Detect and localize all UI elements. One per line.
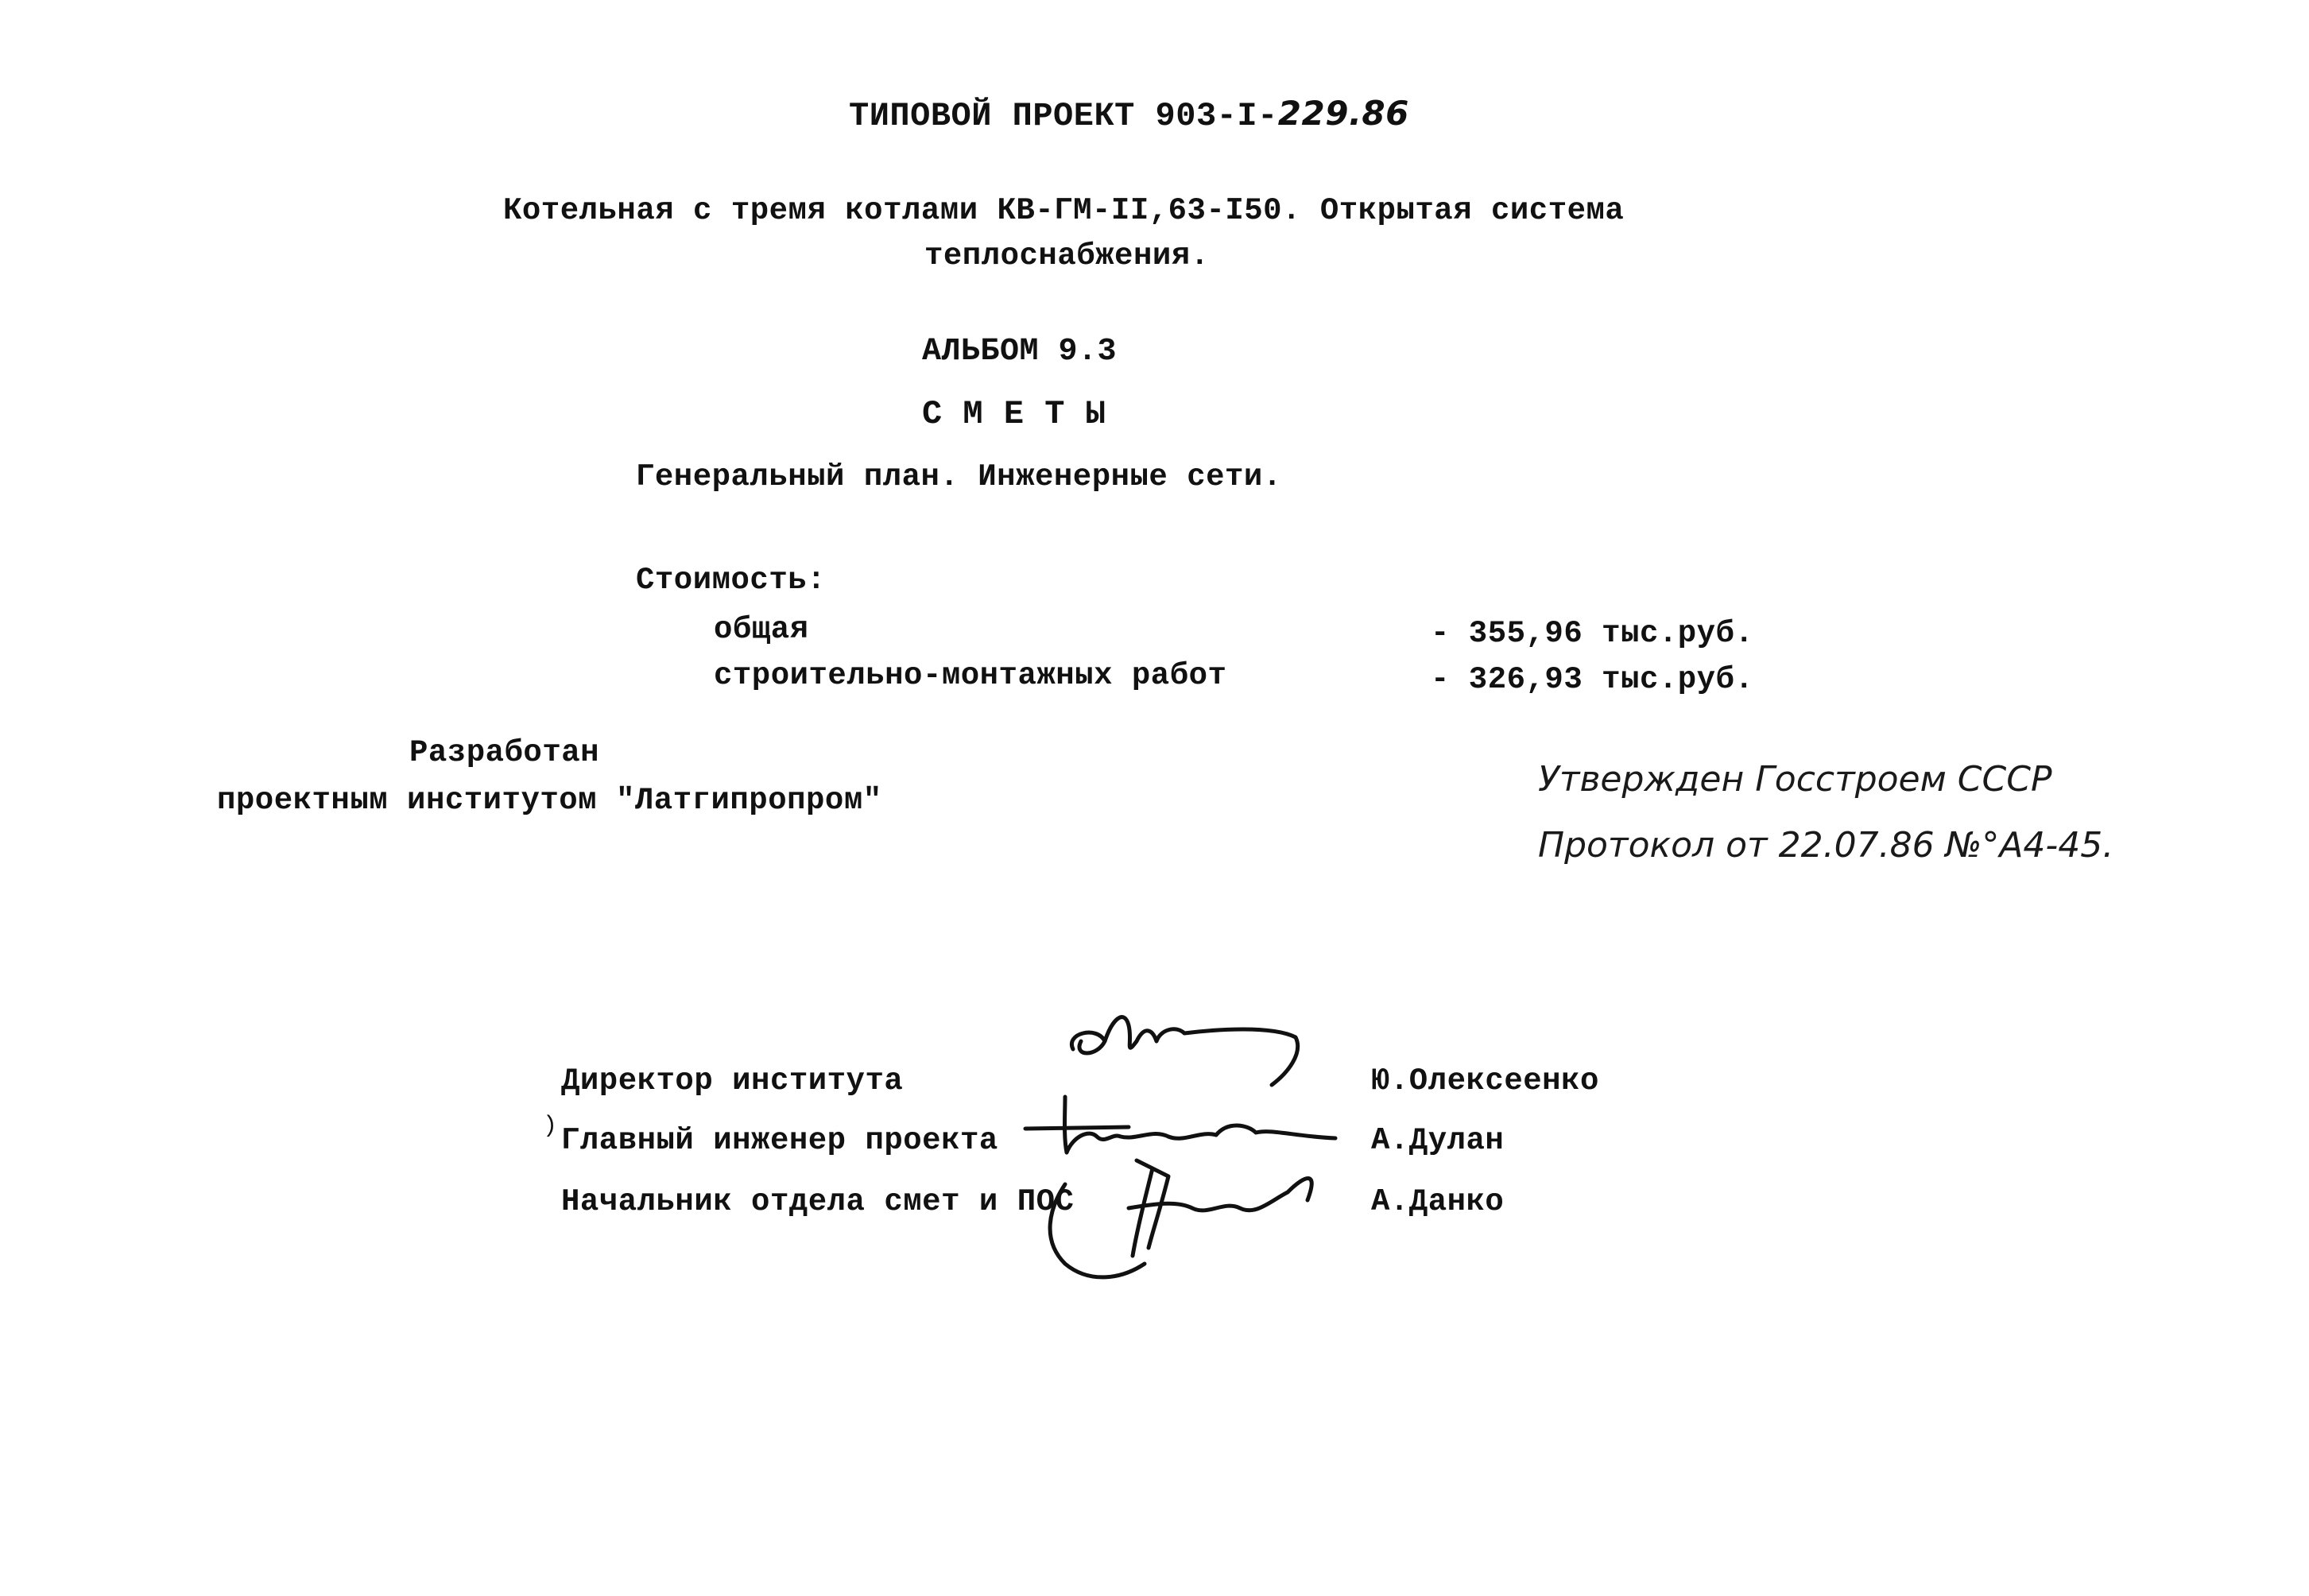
margin-mark: ) [543, 1113, 558, 1140]
description-line-1: Котельная с тремя котлами КВ-ГМ-II,63-I50. Открытая система [503, 193, 1625, 228]
cost-total-value: - 355,96 тыс.руб. [1431, 616, 1754, 651]
approval-line-2: Протокол от 22.07.86 №°А4-45. [1538, 825, 2114, 866]
estimates-head-signature [1033, 1145, 1351, 1288]
cost-construction-label: строительно-монтажных работ [714, 658, 1227, 693]
cost-total-label: общая [714, 612, 809, 647]
signatory-position-estimates-head: Начальник отдела смет и ПОС [561, 1184, 1075, 1219]
section-title: С М Е Т Ы [922, 395, 1106, 433]
developer-line-1: Разработан [409, 735, 600, 770]
developer-line-2: проектным институтом "Латгипропром" [217, 783, 882, 818]
project-title-prefix: ТИПОВОЙ ПРОЕКТ 903-I- [849, 97, 1278, 135]
section-subtitle: Генеральный план. Инженерные сети. [636, 459, 1282, 494]
project-title [849, 94, 1409, 135]
signatory-position-chief-engineer: Главный инженер проекта [561, 1123, 998, 1158]
signatory-name-director: Ю.Олексеенко [1371, 1063, 1599, 1098]
project-title-handwritten-number: 229.86 [1277, 94, 1409, 133]
description-line-2: теплоснабжения. [924, 238, 1210, 273]
signatory-name-estimates-head: А.Данко [1371, 1184, 1505, 1219]
album-number: АЛЬБОМ 9.3 [922, 334, 1118, 370]
cost-label: Стоимость: [636, 563, 827, 598]
signatory-name-chief-engineer: А.Дулан [1371, 1123, 1505, 1158]
cost-construction-value: - 326,93 тыс.руб. [1431, 662, 1754, 697]
signatory-position-director: Директор института [561, 1063, 904, 1098]
approval-line-1: Утвержден Госстроем СССР [1538, 759, 2052, 800]
